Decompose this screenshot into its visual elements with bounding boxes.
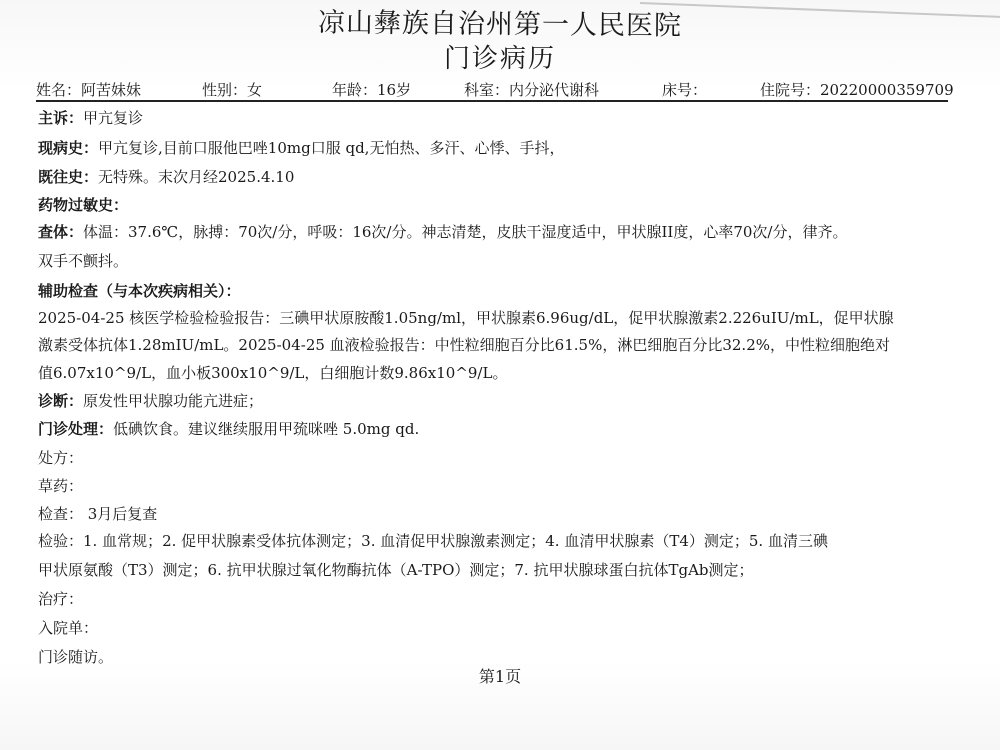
- outpatient-treatment-text: 低碘饮食。建议继续服用甲巯咪唑 5.0mg qd.: [113, 420, 420, 438]
- prescription: 处方：: [38, 449, 84, 467]
- diagnosis: [38, 390, 263, 411]
- past-history: [38, 166, 294, 187]
- physical-exam-cont: 双手不颤抖。: [38, 252, 129, 270]
- auxiliary-exam-line-1: 2025-04-25 核医学检验检验报告：三碘甲状原胺酸1.05ng/ml，甲状腺素6.96ug/dL，促甲状腺激素2.226uIU/mL，促甲状腺: [38, 309, 894, 327]
- drug-allergy: [38, 194, 128, 215]
- past-history-text: 无特殊。末次月经2025.4.10: [98, 168, 295, 186]
- drug-allergy-label: 药物过敏史：: [38, 196, 129, 214]
- auxiliary-exam-line-2: 激素受体抗体1.28mIU/mL。2025-04-25 血液检验报告：中性粒细胞百分比61.5%，淋巴细胞百分比32.2%，中性粒细胞绝对: [38, 336, 890, 354]
- patient-info-row: [36, 78, 954, 102]
- outpatient-treatment-label: 门诊处理：: [38, 420, 114, 438]
- patient-age: 年龄：16岁: [332, 81, 412, 99]
- hospital-name: 凉山彝族自治州第一人民医院: [317, 7, 683, 42]
- auxiliary-exam-label: 辅助检查（与本次疾病相关）：: [38, 282, 241, 300]
- present-illness: [38, 137, 564, 158]
- past-history-label: 既往史：: [38, 168, 99, 186]
- lab-tests-line-1: 检验：1. 血常规；2. 促甲状腺素受体抗体测定；3. 血清促甲状腺激素测定；4. 血清甲状腺素（T4）测定；5. 血清三碘: [38, 532, 828, 550]
- chief-complaint-label: 主诉：: [38, 109, 84, 127]
- diagnosis-label: 诊断：: [38, 392, 84, 410]
- follow-up: 门诊随访。: [38, 648, 114, 666]
- auxiliary-exam-line-3: 值6.07x10^9/L，血小板300x10^9/L，白细胞计数9.86x10^9/L。: [38, 364, 508, 382]
- physical-exam-label: 查体：: [38, 223, 84, 241]
- patient-bed: 床号：: [662, 81, 708, 99]
- therapy: 治疗：: [38, 590, 84, 608]
- document-title: 门诊病历: [443, 44, 556, 74]
- page-number: 第1页: [478, 667, 522, 686]
- physical-exam-text: 体温：37.6℃，脉搏：70次/分，呼吸：16次/分。神志清楚，皮肤干湿度适中，甲状腺II度，心率70次/分，律齐。: [83, 223, 848, 241]
- chief-complaint: [38, 107, 143, 128]
- present-illness-text: 甲亢复诊,目前口服他巴唑10mg口服 qd,无怕热、多汗、心悸、手抖，: [98, 139, 565, 157]
- auxiliary-exam-heading: [38, 280, 241, 301]
- examination-plan: 检查： 3月后复查: [38, 505, 158, 523]
- patient-sex: 性别：女: [202, 81, 263, 99]
- patient-department: 科室：内分泌代谢科: [464, 81, 600, 99]
- patient-name: 姓名：阿苦妹妹: [36, 81, 142, 99]
- diagnosis-text: 原发性甲状腺功能亢进症；: [83, 392, 264, 410]
- physical-exam: [38, 221, 847, 242]
- herbal-medicine: 草药：: [38, 477, 84, 495]
- chief-complaint-text: 甲亢复诊: [83, 109, 144, 127]
- admission-number: 住院号：20220000359709: [760, 81, 954, 99]
- lab-tests-line-2: 甲状原氨酸（T3）测定；6. 抗甲状腺过氧化物酶抗体（A-TPO）测定；7. 抗甲状腺球蛋白抗体TgAb测定；: [38, 561, 754, 579]
- outpatient-treatment: [38, 418, 419, 439]
- present-illness-label: 现病史：: [38, 139, 99, 157]
- admission-order: 入院单：: [38, 619, 99, 637]
